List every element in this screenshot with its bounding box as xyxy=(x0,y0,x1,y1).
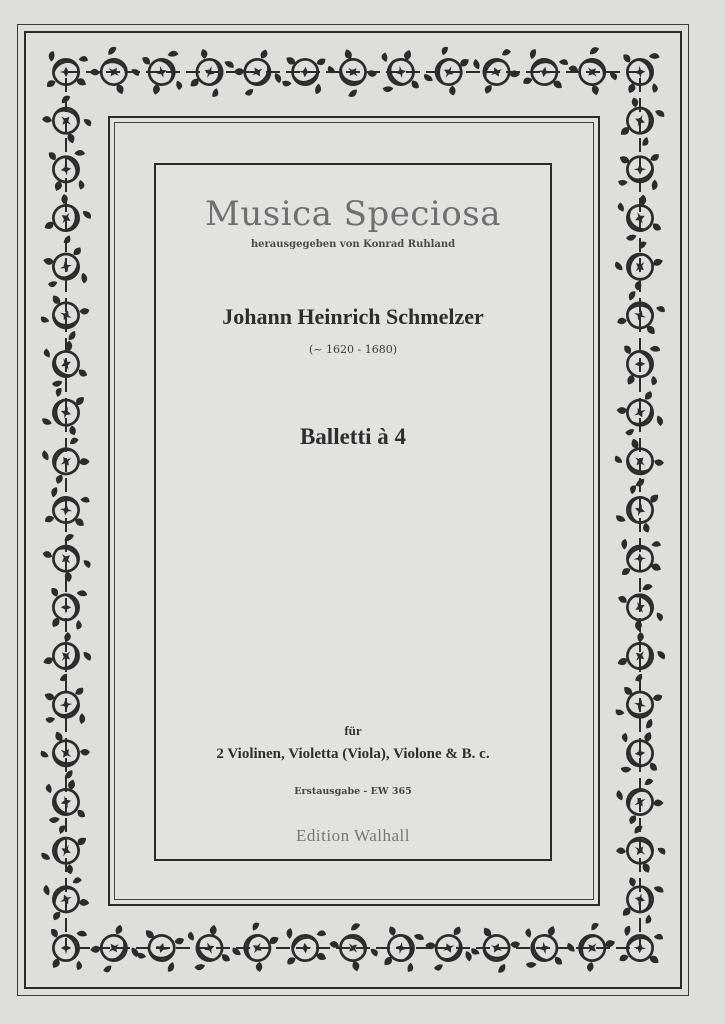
floral-vine-icon xyxy=(618,97,667,149)
floral-vine-icon xyxy=(90,44,144,97)
floral-vine-icon xyxy=(610,436,665,490)
floral-vine-icon xyxy=(421,43,471,96)
floral-vine-icon xyxy=(135,928,184,974)
floral-vine-icon xyxy=(42,92,97,146)
instrumentation: 2 Violinen, Violetta (Viola), Violone & B. c. xyxy=(216,746,490,762)
floral-vine-icon xyxy=(41,194,94,248)
floral-vine-icon xyxy=(613,684,662,730)
floral-vine-icon xyxy=(47,51,88,87)
series-title: Musica Speciosa xyxy=(205,194,501,234)
floral-vine-icon xyxy=(142,48,188,97)
editor-line: herausgegeben von Konrad Ruhland xyxy=(250,239,456,250)
floral-vine-icon xyxy=(40,632,94,687)
floral-vine-icon xyxy=(616,822,670,875)
floral-vine-icon xyxy=(231,49,285,101)
floral-vine-icon xyxy=(323,46,378,100)
edition-number: Erstausgabe - EW 365 xyxy=(294,786,412,797)
floral-vine-icon xyxy=(612,236,666,291)
floral-vine-icon xyxy=(619,925,664,965)
floral-vine-icon xyxy=(39,822,89,875)
work-title: Balletti à 4 xyxy=(299,424,407,449)
floral-vine-icon xyxy=(40,385,86,435)
floral-vine-icon xyxy=(616,730,657,775)
floral-vine-icon xyxy=(624,344,662,387)
floral-vine-icon xyxy=(564,918,618,973)
floral-vine-icon xyxy=(188,49,236,100)
floral-vine-icon xyxy=(284,925,328,964)
floral-vine-icon xyxy=(51,929,87,970)
floral-vine-icon xyxy=(40,777,85,826)
composer-name: Johann Heinrich Schmelzer xyxy=(222,304,484,329)
floral-vine-icon xyxy=(49,148,90,194)
floral-vine-icon xyxy=(45,486,91,528)
floral-vine-icon xyxy=(618,154,660,191)
floral-vine-icon xyxy=(523,48,570,91)
floral-vine-icon xyxy=(612,192,662,244)
floral-vine-icon xyxy=(617,289,668,337)
floral-vine-icon xyxy=(87,925,141,978)
composer-dates: (~ 1620 - 1680) xyxy=(309,343,397,356)
floral-vine-icon xyxy=(620,877,665,926)
floral-vine-icon xyxy=(614,483,661,533)
floral-vine-icon xyxy=(36,729,90,782)
floral-vine-icon xyxy=(618,581,669,634)
floral-vine-icon xyxy=(37,292,89,342)
floral-vine-icon xyxy=(614,632,668,687)
floral-vine-icon xyxy=(623,51,663,96)
floral-vine-icon xyxy=(42,531,96,586)
floral-vine-icon xyxy=(619,536,663,575)
floral-vine-icon xyxy=(42,687,87,728)
floral-vine-icon xyxy=(467,925,520,976)
floral-vine-icon xyxy=(470,43,523,94)
floral-vine-icon xyxy=(51,588,88,630)
publisher-name: Edition Walhall xyxy=(296,826,410,845)
floral-vine-icon xyxy=(422,926,475,976)
floral-vine-icon xyxy=(229,918,281,972)
floral-vine-icon xyxy=(38,338,88,390)
floral-vine-icon xyxy=(382,926,425,973)
for-label: für xyxy=(344,723,362,738)
floral-vine-icon xyxy=(281,55,325,94)
